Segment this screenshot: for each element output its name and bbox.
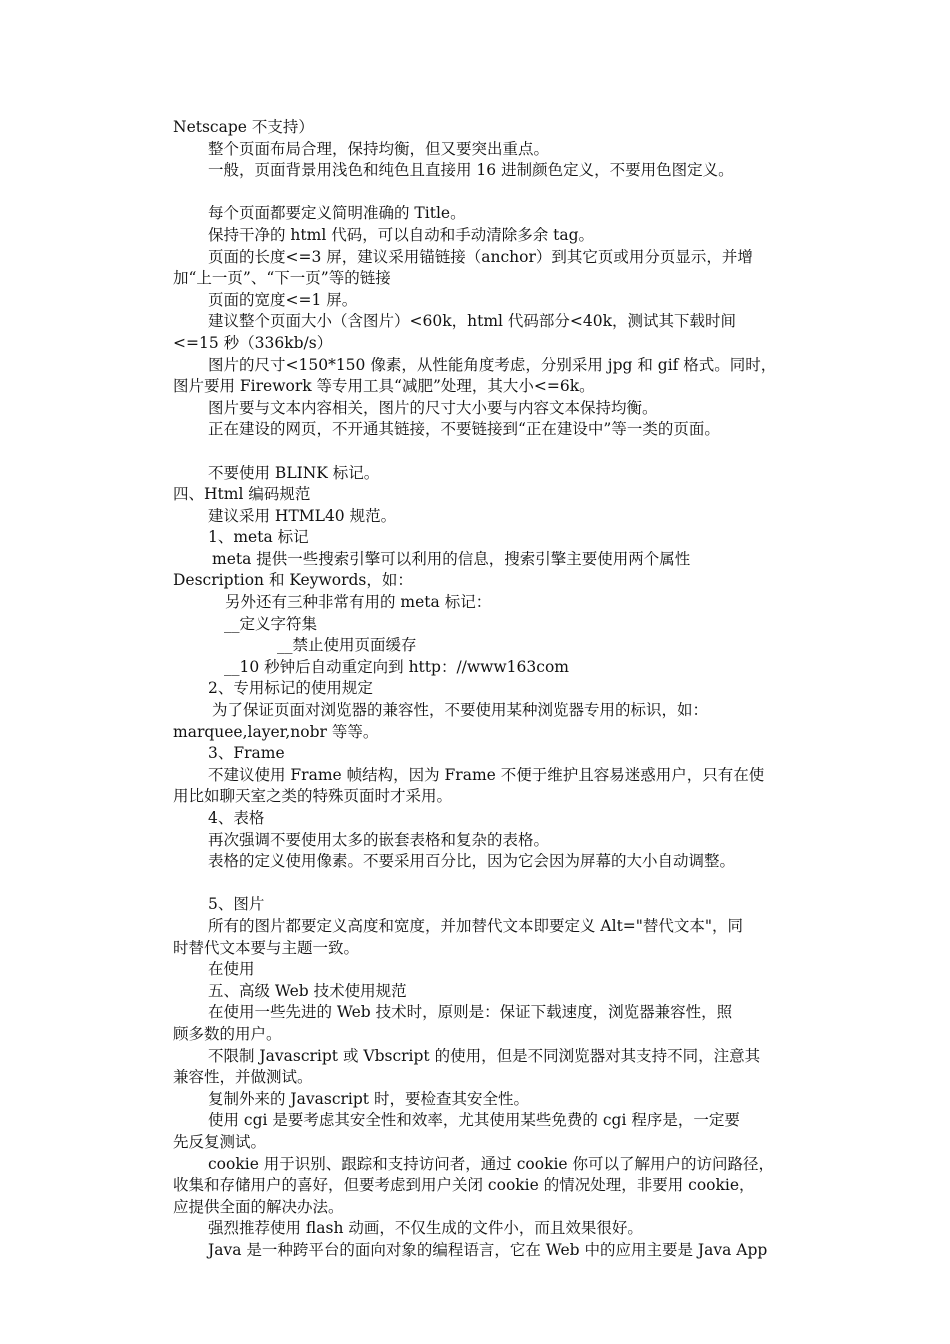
text-line: 顾多数的用户。	[173, 1024, 282, 1043]
text-line: 建议采用 HTML40 规范。	[208, 506, 397, 525]
blank-line	[173, 182, 813, 204]
subsection-heading: 1、meta 标记	[208, 528, 309, 547]
text-line: 正在建设的网页，不开通其链接，不要链接到“正在建设中”等一类的页面。	[208, 420, 720, 439]
text-line: 页面的长度<=3 屏，建议采用锚链接（anchor）到其它页或用分页显示，并增	[208, 247, 753, 266]
text-line: <=15 秒（336kb/s）	[173, 333, 333, 352]
text-line: 应提供全面的解决办法。	[173, 1197, 344, 1216]
text-line: 页面的宽度<=1 屏。	[208, 290, 358, 309]
text-line: 在使用一些先进的 Web 技术时，原则是：保证下载速度，浏览器兼容性，照	[208, 1003, 733, 1022]
text-line: Java 是一种跨平台的面向对象的编程语言，它在 Web 中的应用主要是 Java App	[208, 1240, 768, 1259]
subsection-heading: 4、表格	[208, 809, 265, 827]
subsection-heading: 2、专用标记的使用规定	[208, 679, 373, 698]
text-line: 每个页面都要定义简明准确的 Title。	[208, 204, 466, 223]
text-line: 加“上一页”、“下一页”等的链接	[173, 269, 391, 288]
text-line: 一般，页面背景用浅色和纯色且直接用 16 进制颜色定义，不要用色图定义。	[208, 161, 734, 180]
text-line: 为了保证页面对浏览器的兼容性，不要使用某种浏览器专用的标识，如：	[212, 701, 709, 720]
text-line: __禁止使用页面缓存	[277, 636, 417, 655]
text-line: 再次强调不要使用太多的嵌套表格和复杂的表格。	[208, 830, 550, 849]
section-heading: 四、Html 编码规范	[173, 485, 311, 504]
blank-line	[173, 873, 813, 895]
text-line: 复制外来的 Javascript 时，要检查其安全性。	[208, 1089, 529, 1108]
text-line: 图片的尺寸<150*150 像素，从性能角度考虑，分别采用 jpg 和 gif 格式。同时，	[208, 355, 777, 374]
text-line: 图片要用 Firework 等专用工具“减肥”处理，其大小<=6k。	[173, 377, 595, 396]
subsection-heading: 5、图片	[208, 895, 265, 914]
text-line: 不限制 Javascript 或 Vbscript 的使用，但是不同浏览器对其支持不同，注意其	[208, 1046, 761, 1065]
text-line: 表格的定义使用像素。不要采用百分比，因为它会因为屏幕的大小自动调整。	[208, 852, 736, 871]
text-line: meta 提供一些搜索引擎可以利用的信息，搜索引擎主要使用两个属性	[212, 549, 691, 568]
blank-line	[173, 441, 813, 463]
text-line: marquee,layer,nobr 等等。	[173, 722, 379, 741]
text-line: 用比如聊天室之类的特殊页面时才采用。	[173, 787, 453, 806]
text-line: 不要使用 BLINK 标记。	[208, 463, 380, 482]
text-line: __10 秒钟后自动重定向到 http：//www163com	[224, 657, 569, 676]
text-line: 兼容性，并做测试。	[173, 1068, 313, 1087]
document-body	[173, 117, 813, 1261]
text-line: 所有的图片都要定义高度和宽度，并加替代文本即要定义 Alt="替代文本"，同	[208, 916, 744, 935]
text-line: __定义字符集	[224, 614, 318, 633]
text-line: 使用 cgi 是要考虑其安全性和效率，尤其使用某些免费的 cgi 程序是，一定要	[208, 1111, 740, 1130]
text-line: Description 和 Keywords，如：	[173, 571, 413, 590]
text-line: 时替代文本要与主题一致。	[173, 938, 360, 957]
subsection-heading: 3、Frame	[208, 744, 285, 763]
text-line: 不建议使用 Frame 帧结构，因为 Frame 不便于维护且容易迷惑用户，只有在使	[208, 765, 765, 784]
text-line: cookie 用于识别、跟踪和支持访问者，通过 cookie 你可以了解用户的访问路径，	[208, 1154, 775, 1173]
section-heading: 五、高级 Web 技术使用规范	[208, 981, 407, 1000]
text-line: 整个页面布局合理，保持均衡，但又要突出重点。	[208, 139, 550, 158]
text-line: 另外还有三种非常有用的 meta 标记：	[225, 593, 492, 612]
text-line: 先反复测试。	[173, 1132, 267, 1151]
text-line: 在使用	[208, 960, 255, 979]
text-line: 强烈推荐使用 flash 动画，不仅生成的文件小，而且效果很好。	[208, 1219, 643, 1238]
text-line: Netscape 不支持）	[173, 118, 314, 136]
text-line: 图片要与文本内容相关，图片的尺寸大小要与内容文本保持均衡。	[208, 398, 658, 417]
text-line: 保持干净的 html 代码，可以自动和手动清除多余 tag。	[208, 225, 595, 244]
text-line: 建议整个页面大小（含图片）<60k，html 代码部分<40k，测试其下载时间	[208, 312, 737, 331]
text-line: 收集和存储用户的喜好，但要考虑到用户关闭 cookie 的情况处理，非要用 cookie，	[173, 1176, 755, 1195]
